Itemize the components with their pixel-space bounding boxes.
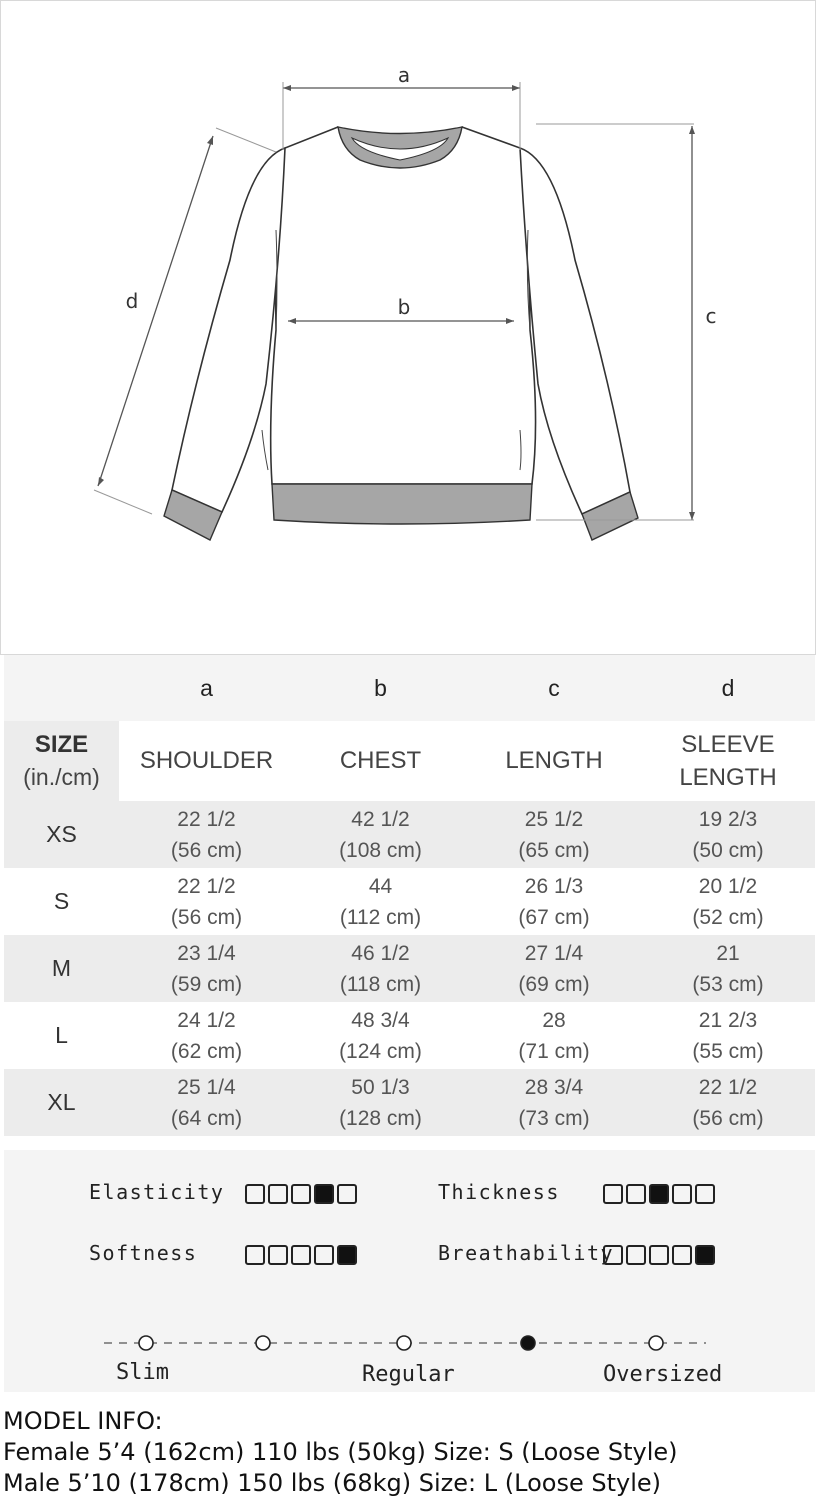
sleeve-cell: 20 1/2 (52 cm) [692, 874, 764, 929]
table-row [4, 1002, 815, 1069]
fit-dot [256, 1336, 270, 1350]
length-cell: 26 1/3 (67 cm) [518, 874, 590, 929]
size-cell: S [53, 888, 70, 914]
model-info-female: Female 5’4 (162cm) 110 lbs (50kg) Size: S (Loose Style) [3, 1438, 678, 1466]
fit-dot [139, 1336, 153, 1350]
property-label-elasticity: Elasticity [89, 1180, 225, 1204]
rating-box-filled [337, 1245, 357, 1265]
rating-box-empty [649, 1245, 669, 1265]
column-header-length: LENGTH [505, 747, 603, 774]
dimension-label-b: b [397, 295, 411, 319]
size-cell: XS [4, 801, 119, 868]
shoulder-cell: 22 1/2 (56 cm) [119, 801, 294, 868]
rating-box-empty [268, 1184, 288, 1204]
table-row [4, 801, 815, 868]
fit-label-slim: Slim [116, 1360, 169, 1385]
rating-box-filled [695, 1245, 715, 1265]
length-cell: 28 (71 cm) [518, 1008, 590, 1063]
property-label-softness: Softness [89, 1241, 198, 1265]
table-row [4, 1069, 815, 1136]
column-header-shoulder: SHOULDER [139, 747, 274, 774]
rating-box-empty [337, 1184, 357, 1204]
property-label-thickness: Thickness [438, 1180, 560, 1204]
unit-header-label: (in./cm) [23, 764, 100, 790]
table-row [4, 935, 815, 1002]
fit-label-regular: Regular [362, 1362, 455, 1387]
rating-box-empty [672, 1245, 692, 1265]
sweatshirt-illustration [0, 0, 818, 655]
size-chart-table [4, 655, 815, 1136]
column-letter: c [467, 655, 641, 721]
rating-softness [245, 1245, 357, 1265]
rating-box-filled [649, 1184, 669, 1204]
dimension-letter-row [4, 655, 815, 721]
sleeve-cell: 22 1/2 (56 cm) [641, 1069, 815, 1136]
rating-box-empty [626, 1184, 646, 1204]
chest-cell: 44 (112 cm) [339, 874, 422, 929]
chest-cell: 42 1/2 (108 cm) [294, 801, 467, 868]
fit-dot [397, 1336, 411, 1350]
size-column-header [4, 721, 119, 801]
column-letter: d [641, 655, 815, 721]
sleeve-cell: 21 2/3 (55 cm) [692, 1008, 764, 1063]
table-row [4, 868, 815, 935]
rating-box-empty [695, 1184, 715, 1204]
fit-dot-selected [521, 1336, 535, 1350]
dimension-label-d: d [125, 289, 139, 313]
rating-box-empty [672, 1184, 692, 1204]
rating-box-empty [268, 1245, 288, 1265]
column-header-sleeve-length: SLEEVE LENGTH [679, 731, 777, 791]
rating-box-empty [603, 1245, 623, 1265]
dimension-label-c: c [705, 304, 717, 328]
rating-elasticity [245, 1184, 357, 1204]
shoulder-cell: 22 1/2 (56 cm) [170, 874, 243, 929]
chest-cell: 48 3/4 (124 cm) [339, 1008, 422, 1063]
length-cell: 28 3/4 (73 cm) [467, 1069, 641, 1136]
column-letter: a [119, 655, 294, 721]
chest-cell: 50 1/3 (128 cm) [294, 1069, 467, 1136]
hem-band [272, 484, 532, 524]
size-cell: L [55, 1022, 68, 1048]
rating-box-empty [314, 1245, 334, 1265]
fit-scale [100, 1333, 710, 1353]
fit-label-oversized: Oversized [603, 1362, 723, 1387]
rating-box-empty [291, 1245, 311, 1265]
column-header-row [4, 721, 815, 801]
column-letter: b [294, 655, 467, 721]
column-header-chest: CHEST [339, 747, 422, 774]
rating-breathability [603, 1245, 715, 1265]
rating-box-empty [245, 1184, 265, 1204]
length-cell: 25 1/2 (65 cm) [467, 801, 641, 868]
property-label-breathability: Breathability [438, 1241, 615, 1265]
model-info-title: MODEL INFO: [3, 1407, 163, 1435]
rating-box-empty [291, 1184, 311, 1204]
fit-dot [649, 1336, 663, 1350]
rating-box-filled [314, 1184, 334, 1204]
size-cell: XL [4, 1069, 119, 1136]
size-cell: M [4, 935, 119, 1002]
rating-box-empty [245, 1245, 265, 1265]
shoulder-cell: 23 1/4 (59 cm) [119, 935, 294, 1002]
measurement-diagram [0, 0, 818, 655]
table-corner [4, 655, 119, 721]
rating-thickness [603, 1184, 715, 1204]
model-info-male: Male 5’10 (178cm) 150 lbs (68kg) Size: L (Loose Style) [3, 1469, 661, 1497]
shoulder-cell: 24 1/2 (62 cm) [170, 1008, 243, 1063]
rating-box-empty [626, 1245, 646, 1265]
rating-box-empty [603, 1184, 623, 1204]
sleeve-cell: 19 2/3 (50 cm) [641, 801, 815, 868]
chest-cell: 46 1/2 (118 cm) [294, 935, 467, 1002]
shoulder-cell: 25 1/4 (64 cm) [119, 1069, 294, 1136]
model-info [3, 1406, 815, 1499]
dimension-label-a: a [397, 63, 411, 87]
sleeve-cell: 21 (53 cm) [641, 935, 815, 1002]
size-header-label: SIZE [34, 731, 89, 758]
length-cell: 27 1/4 (69 cm) [467, 935, 641, 1002]
